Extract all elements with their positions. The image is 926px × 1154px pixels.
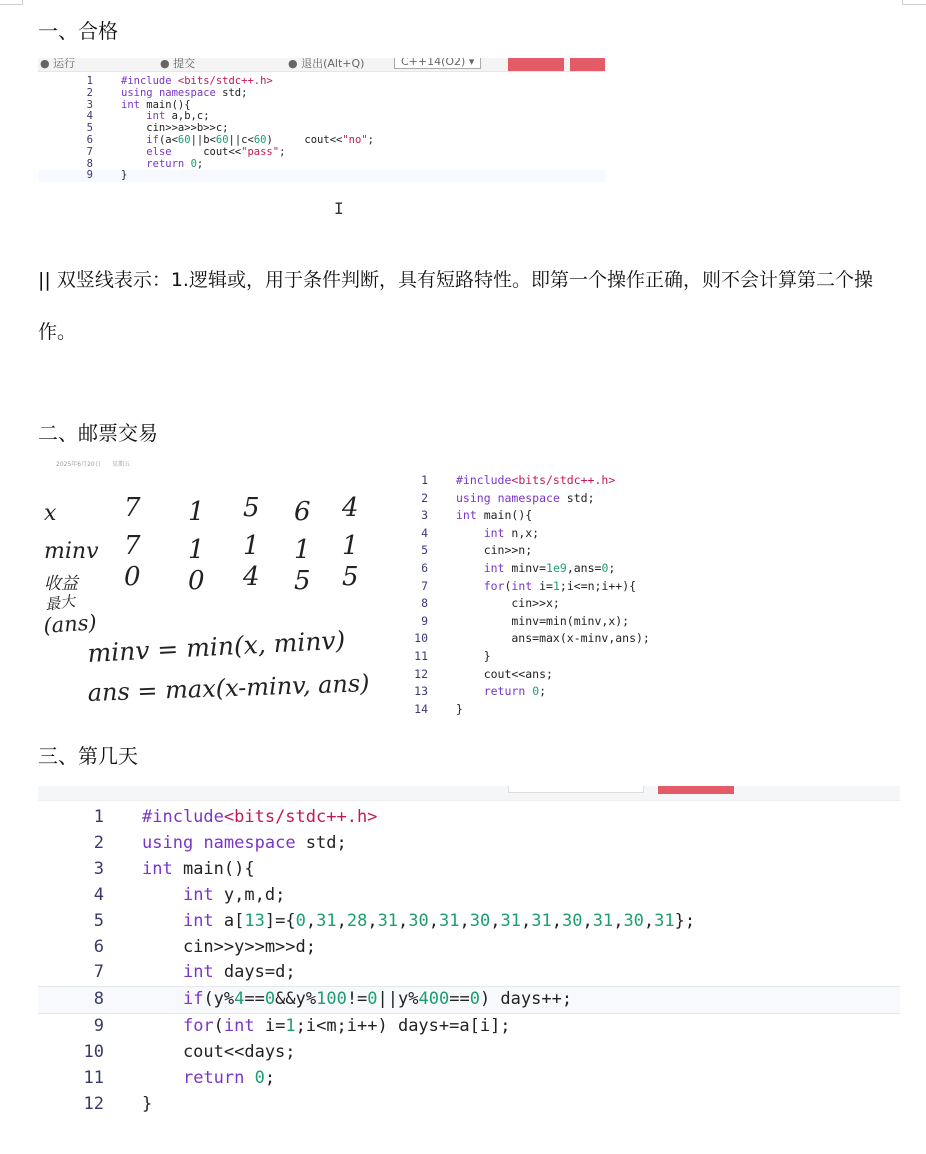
toolbar-item-submit[interactable]: ● 提交 (160, 58, 196, 70)
code2-line-8 (410, 595, 828, 613)
line-number: 5 (93, 910, 104, 931)
code3-line-7 (38, 960, 900, 986)
code-lines (38, 72, 605, 182)
line-number: 4 (421, 525, 428, 540)
code2-line-7 (410, 578, 828, 596)
code-text: using namespace std; (142, 832, 347, 853)
hw-minv-cell-4: 1 (294, 535, 311, 565)
hw-minv-cell-0: minv (44, 539, 99, 564)
line-number: 13 (414, 684, 428, 699)
toolbar-dropdown[interactable] (508, 786, 644, 793)
code2-line-11 (410, 648, 828, 666)
code-text: #include<bits/stdc++.h> (456, 473, 616, 487)
line-number: 2 (86, 86, 93, 99)
code-text: } (121, 169, 128, 182)
code-text: int a,b,c; (146, 110, 210, 123)
hw-x-cell-5: 4 (342, 493, 359, 523)
code-text: else cout<<"pass"; (146, 145, 286, 158)
line-number: 6 (421, 560, 428, 575)
code-text: ans=max(x-minv,ans); (456, 631, 650, 646)
code-text: using namespace std; (121, 86, 248, 99)
code3-line-8 (38, 986, 900, 1014)
code-text: } (456, 701, 463, 716)
code1-line-7 (38, 147, 605, 159)
line-number: 12 (83, 1093, 104, 1114)
line-number: 9 (86, 169, 93, 182)
note-date: 2025年6月20日 (56, 461, 101, 468)
note-weekday: 星期五 (112, 461, 131, 468)
code2-line-13 (410, 683, 828, 701)
code-text: if(y%4==0&&y%100!=0||y%400==0) days++; (182, 989, 573, 1010)
line-number: 3 (93, 858, 104, 879)
code-text: for(int i=1;i<m;i++) days+=a[i]; (182, 1016, 511, 1037)
code2-line-9 (410, 613, 828, 631)
code2-line-2 (410, 490, 828, 508)
line-number: 10 (83, 1042, 104, 1063)
hw-x-cell-4: 6 (294, 497, 311, 527)
corner-mark-left-v (22, 0, 23, 5)
code-text: for(int i=1;i<=n;i++){ (483, 578, 637, 593)
section-title-1: 一、合格 (38, 19, 118, 43)
line-number: 7 (86, 145, 93, 158)
code1-line-9 (38, 170, 605, 182)
line-number: 4 (93, 884, 104, 905)
hw-x-cell-0: x (44, 501, 57, 526)
code3-line-10 (38, 1040, 900, 1066)
line-number: 6 (86, 133, 93, 146)
code-text: int days=d; (182, 962, 296, 983)
line-number: 5 (86, 122, 93, 135)
code-text: } (142, 1093, 153, 1114)
hw-x-cell-1: 7 (124, 493, 141, 523)
line-number: 2 (93, 832, 104, 853)
section-title-2: 二、邮票交易 (38, 421, 158, 445)
line-number: 1 (86, 75, 93, 87)
extra-button[interactable] (570, 58, 605, 71)
line-number: 8 (421, 596, 428, 611)
hw-minv-cell-2: 1 (188, 535, 205, 565)
line-number: 3 (86, 98, 93, 111)
language-select[interactable]: C++14(O2) ▾ (394, 58, 481, 69)
text-cursor-icon: I (334, 199, 344, 218)
line-number: 9 (421, 613, 428, 628)
hw-ans-cell-3: 4 (243, 562, 260, 592)
handwritten-notes (38, 455, 404, 720)
hw-minv-cell-5: 1 (342, 531, 359, 561)
hw-ans-cell-2: 0 (188, 566, 205, 596)
code3-line-2 (38, 831, 900, 857)
code-text: cin>>y>>m>>d; (142, 936, 316, 957)
code-text: int a[13]={0,31,28,31,30,31,30,31,31,30,31,30,31}; (182, 910, 696, 931)
code-text: return 0; (483, 684, 547, 699)
hw-ans-cell-5: 5 (342, 562, 359, 592)
code-lines (38, 801, 900, 1118)
ide-toolbar (38, 58, 605, 72)
code-block-which-day (38, 786, 900, 1120)
code2-line-10 (410, 630, 828, 648)
ide-toolbar (38, 786, 900, 801)
code3-line-3 (38, 857, 900, 883)
line-number: 7 (421, 578, 428, 593)
hw-ans-cell-0: 收益 (44, 574, 78, 594)
toolbar-item-run[interactable]: ● 运行 (40, 58, 76, 70)
code3-line-6 (38, 935, 900, 961)
code2-line-12 (410, 666, 828, 684)
corner-mark-left-h (0, 4, 22, 5)
toolbar-item-exit[interactable]: ● 退出(Alt+Q) (288, 58, 365, 70)
code-text: cin>>a>>b>>c; (121, 122, 229, 135)
code-text: int y,m,d; (182, 884, 286, 905)
code-block-stamp-trade (410, 470, 828, 716)
code-text: #include<bits/stdc++.h> (142, 807, 378, 827)
code-text: int minv=1e9,ans=0; (483, 560, 616, 575)
line-number: 11 (83, 1068, 104, 1089)
code-text: cout<<days; (142, 1042, 296, 1063)
code2-line-14 (410, 701, 828, 716)
code3-line-4 (38, 883, 900, 909)
hw-ans-label-1: 最大 (44, 591, 77, 614)
code-text: return 0; (182, 1068, 276, 1089)
line-number: 14 (414, 701, 428, 716)
code-text: cin>>x; (456, 596, 560, 611)
code2-line-3 (410, 507, 828, 525)
code-text: int main(){ (456, 508, 533, 523)
line-number: 6 (93, 936, 104, 957)
line-number: 8 (93, 989, 104, 1010)
hw-formula-1: minv = min(x, minv) (86, 625, 346, 668)
code-text: cin>>n; (456, 543, 533, 558)
code-text: return 0; (146, 157, 204, 170)
code-text: } (456, 648, 491, 663)
line-number: 1 (421, 473, 428, 487)
line-number: 1 (93, 807, 104, 827)
code2-line-5 (410, 542, 828, 560)
code2-line-6 (410, 560, 828, 578)
line-number: 12 (414, 666, 428, 681)
code-text: int main(){ (121, 98, 191, 111)
code3-line-5 (38, 909, 900, 935)
code3-line-9 (38, 1014, 900, 1040)
line-number: 11 (414, 648, 428, 663)
code-block-pass (38, 58, 605, 193)
line-number: 9 (93, 1016, 104, 1037)
code-text: if(a<60||b<60||c<60) cout<<"no"; (146, 133, 374, 146)
code-text: int main(){ (142, 858, 255, 879)
line-number: 10 (414, 631, 428, 646)
code2-line-1 (410, 472, 828, 490)
code-text: using namespace std; (456, 490, 595, 505)
code3-line-11 (38, 1066, 900, 1092)
hw-ans-label-2: (ans) (42, 610, 98, 638)
hw-minv-cell-3: 1 (243, 531, 260, 561)
code-text: int n,x; (483, 525, 540, 540)
hw-ans-cell-1: 0 (124, 562, 141, 592)
hw-formula-2: ans = max(x-minv, ans) (87, 669, 370, 707)
code-lines (410, 470, 828, 716)
line-number: 8 (86, 157, 93, 170)
code1-line-6 (38, 135, 605, 147)
code3-line-1 (38, 805, 900, 831)
toolbar-run-button[interactable] (658, 786, 734, 794)
code-text: #include <bits/stdc++.h> (121, 75, 273, 87)
hw-x-cell-3: 5 (243, 493, 260, 523)
line-number: 5 (421, 543, 428, 558)
line-number: 4 (86, 110, 93, 123)
code-text: minv=min(minv,x); (456, 613, 630, 628)
corner-mark-right-v (902, 0, 903, 5)
corner-mark-right-h (902, 4, 926, 5)
section-title-3: 三、第几天 (38, 744, 138, 768)
code2-line-4 (410, 525, 828, 543)
code3-line-12 (38, 1092, 900, 1118)
hw-x-cell-2: 1 (188, 497, 205, 527)
line-number: 2 (421, 490, 428, 505)
line-number: 3 (421, 508, 428, 523)
explanation-paragraph: || 双竖线表示：1.逻辑或，用于条件判断，具有短路特性。即第一个操作正确，则不会计算第二个操作。 (38, 269, 873, 343)
hw-minv-cell-1: 7 (124, 531, 141, 561)
code-text: cout<<ans; (456, 666, 553, 681)
run-button[interactable] (508, 58, 564, 71)
hw-ans-cell-4: 5 (294, 566, 311, 596)
line-number: 7 (93, 962, 104, 983)
